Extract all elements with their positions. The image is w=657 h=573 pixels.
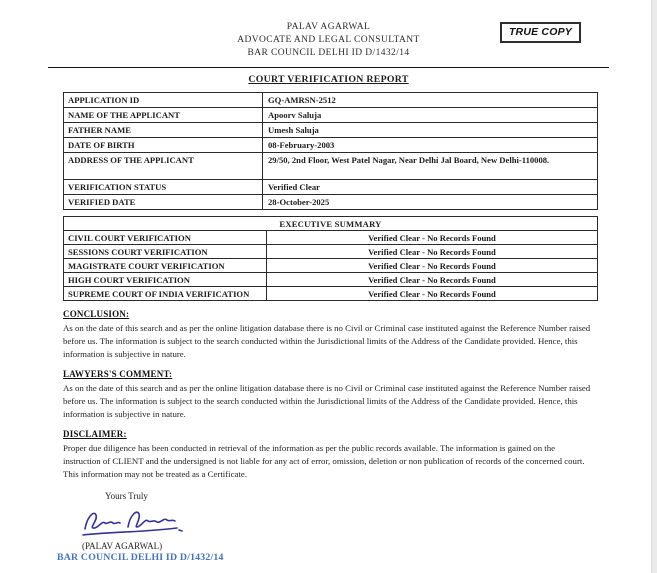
row-value: Verified Clear - No Records Found xyxy=(368,288,496,299)
table-row xyxy=(64,107,597,122)
row-value: GQ-AMRSN-2512 xyxy=(268,95,336,105)
table-row xyxy=(64,286,597,300)
row-label: SUPREME COURT OF INDIA VERIFICATION xyxy=(64,287,267,300)
lawyers-comment-section xyxy=(63,369,594,421)
row-value: Apoorv Saluja xyxy=(268,110,322,120)
advocate-name: PALAV AGARWAL xyxy=(286,22,371,32)
table-row xyxy=(64,152,597,179)
row-label: HIGH COURT VERIFICATION xyxy=(64,273,267,286)
row-label: ADDRESS OF THE APPLICANT xyxy=(64,153,263,179)
signature-image xyxy=(78,504,190,540)
report-title: COURT VERIFICATION REPORT xyxy=(248,74,409,85)
section-body: As on the date of this search and as per the online litigation database there is no Civil or Criminal case instituted against the Reference Number raised before us. The information is subject to the search conducted within the Jurisdictional limits of the Address of the Candidate provided. Hence, this information is subjective in nature. xyxy=(63,323,591,359)
row-value: Verified Clear - No Records Found xyxy=(368,274,496,285)
table-row xyxy=(64,93,597,107)
row-label: APPLICATION ID xyxy=(64,93,263,107)
row-label: DATE OF BIRTH xyxy=(64,138,263,152)
advocate-title: ADVOCATE AND LEGAL CONSULTANT xyxy=(237,35,420,45)
executive-summary-title: EXECUTIVE SUMMARY xyxy=(64,217,597,231)
table-row xyxy=(64,231,597,244)
closing-salutation: Yours Truly xyxy=(105,491,148,501)
row-value: Verified Clear - No Records Found xyxy=(368,246,496,257)
table-row xyxy=(64,194,597,209)
vertical-scrollbar[interactable] xyxy=(651,0,657,573)
row-label: SESSIONS COURT VERIFICATION xyxy=(64,245,267,258)
row-value: 28-October-2025 xyxy=(268,197,330,207)
row-value: Verified Clear xyxy=(268,182,320,192)
applicant-details-table xyxy=(63,92,598,210)
row-label: FATHER NAME xyxy=(64,123,263,137)
row-value: Verified Clear - No Records Found xyxy=(368,260,496,271)
row-label: VERIFIED DATE xyxy=(64,195,263,209)
table-row xyxy=(64,258,597,272)
conclusion-section xyxy=(63,309,594,361)
row-label: CIVIL COURT VERIFICATION xyxy=(64,231,267,244)
section-heading: CONCLUSION: xyxy=(63,309,130,319)
header-divider xyxy=(48,67,609,68)
table-row xyxy=(64,272,597,286)
section-body: As on the date of this search and as per the online litigation database there is no Civil or Criminal case instituted against the Reference Number raised before us. The information is subject to the search conducted within the Jurisdictional limits of the Address of the Candidate provided. Hence, this information is subjective in nature. xyxy=(63,383,591,419)
section-body: Proper due diligence has been conducted in retrieval of the information as per the public records available. The information is gained on the instruction of CLIENT and the undersigned is not liable for any act of error, omission, deletion or non publication of records of the concerned court. This information may not be treated as a Certificate. xyxy=(63,443,585,479)
row-label: MAGISTRATE COURT VERIFICATION xyxy=(64,259,267,272)
section-heading: DISCLAIMER: xyxy=(63,429,127,439)
row-value: 29/50, 2nd Floor, West Patel Nagar, Near Delhi Jal Board, New Delhi-110008. xyxy=(268,155,550,165)
section-heading: LAWYERS'S COMMENT: xyxy=(63,369,173,379)
table-row xyxy=(64,137,597,152)
executive-summary-table xyxy=(63,216,598,301)
table-row xyxy=(64,244,597,258)
row-label: NAME OF THE APPLICANT xyxy=(64,108,263,122)
signatory-name: (PALAV AGARWAL) xyxy=(82,541,163,551)
true-copy-stamp: TRUE COPY xyxy=(500,22,581,43)
advocate-bar-id: BAR COUNCIL DELHI ID D/1432/14 xyxy=(247,48,410,58)
row-value: Umesh Saluja xyxy=(268,125,319,135)
row-value: 08-February-2003 xyxy=(268,140,335,150)
row-label: VERIFICATION STATUS xyxy=(64,180,263,194)
disclaimer-section xyxy=(63,429,594,481)
table-row xyxy=(64,122,597,137)
table-row xyxy=(64,179,597,194)
signatory-bar-id: BAR COUNCIL DELHI ID D/1432/14 xyxy=(57,552,224,563)
row-value: Verified Clear - No Records Found xyxy=(368,232,496,243)
